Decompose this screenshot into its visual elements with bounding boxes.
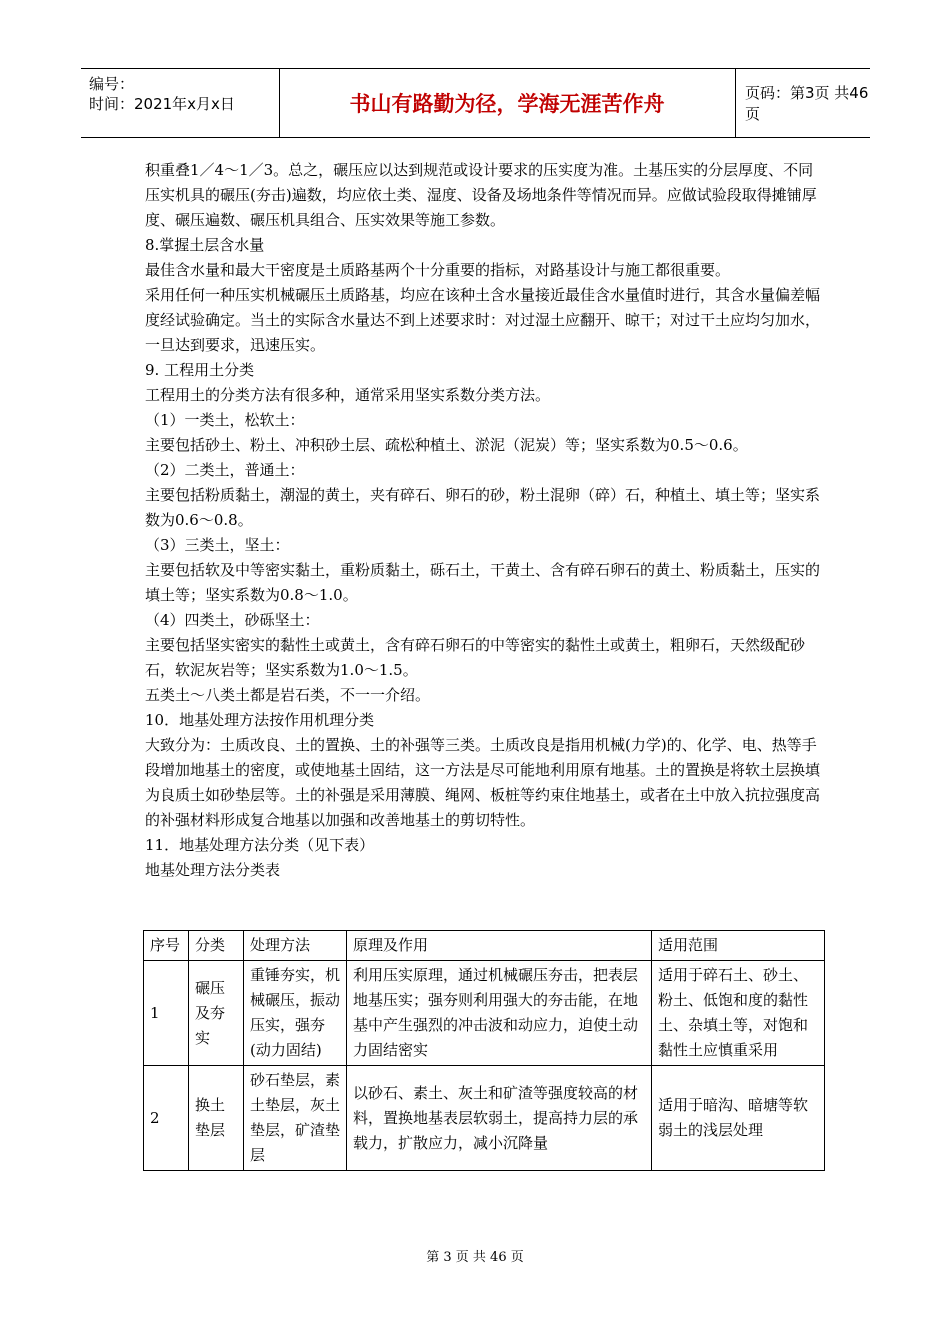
table-caption: 地基处理方法分类表 [145,861,281,879]
paragraph: 采用任何一种压实机械碾压土质路基，均应在该种土含水量接近最佳含水量值时进行，其含水量偏差幅度经试验确定。当土的实际含水量达不到上述要求时：对过湿土应翻开、晾干；对过干土应均匀加水，一旦达到要求，迅速压实。 [145,286,821,354]
list-heading: （1）一类土，松软土： [145,411,305,429]
paragraph: 五类土～八类土都是岩石类，不一一介绍。 [145,686,431,704]
cell-category: 换土垫层 [189,1066,244,1171]
cell-method: 砂石垫层，素土垫层，灰土垫层，矿渣垫层 [244,1066,347,1171]
header-info-cell [81,69,280,137]
section-heading: 10．地基处理方法按作用机理分类 [145,711,375,729]
header-cell-method: 处理方法 [244,931,347,961]
table-row [144,961,825,1066]
cell-principle: 利用压实原理，通过机械碾压夯击，把表层地基压实；强夯则利用强大的夯击能，在地基中产生强烈的冲击波和动应力，迫使土动力固结密实 [347,961,652,1066]
table-header-row [144,931,825,961]
section-heading: 9. 工程用土分类 [145,361,255,379]
paragraph: 主要包括软及中等密实黏土，重粉质黏土，砾石土，干黄土、含有碎石卵石的黄土、粉质黏土，压实的填土等；坚实系数为0.8～1.0。 [145,561,821,604]
header-cell-category: 分类 [189,931,244,961]
cell-scope: 适用于暗沟、暗塘等软弱土的浅层处理 [652,1066,825,1171]
paragraph: 最佳含水量和最大干密度是土质路基两个十分重要的指标，对路基设计与施工都很重要。 [145,261,731,279]
paragraph: 工程用土的分类方法有很多种，通常采用坚实系数分类方法。 [145,386,551,404]
header-page-number: 页码：第3页 共46页 [745,84,869,123]
header-cell-no: 序号 [144,931,189,961]
cell-method: 重锤夯实，机械碾压，振动压实，强夯(动力固结) [244,961,347,1066]
document-date-label: 时间：2021年x月x日 [89,95,235,113]
body-text [145,158,825,883]
cell-scope: 适用于碎石土、砂土、粉土、低饱和度的黏性土、杂填土等，对饱和黏性土应慎重采用 [652,961,825,1066]
list-heading: （3）三类土，坚土： [145,536,290,554]
cell-no: 1 [144,961,189,1066]
document-number-label: 编号： [89,75,135,93]
paragraph: 主要包括坚实密实的黏性土或黄土，含有碎石卵石的中等密实的黏性土或黄土，粗卵石，天然级配砂石，软泥灰岩等；坚实系数为1.0～1.5。 [145,636,806,679]
page-header [81,68,870,138]
section-heading: 11．地基处理方法分类（见下表） [145,836,375,854]
paragraph: 大致分为：土质改良、土的置换、土的补强等三类。土质改良是指用机械(力学)的、化学、电、热等手段增加地基土的密度，或使地基土固结，这一方法是尽可能地利用原有地基。土的置换是将软土层换填为良质土如砂垫层等。土的补强是采用薄膜、绳网、板桩等约束住地基土，或者在土中放入抗拉强度高的补强材料形成复合地基以加强和改善地基土的剪切特性。 [145,736,821,829]
paragraph: 主要包括砂土、粉土、冲积砂土层、疏松种植土、淤泥（泥炭）等；坚实系数为0.5～0.6。 [145,436,748,454]
section-heading: 8.掌握土层含水量 [145,236,265,254]
header-cell-scope: 适用范围 [652,931,825,961]
cell-category: 碾压及夯实 [189,961,244,1066]
table-row [144,1066,825,1171]
ground-treatment-table [143,930,825,1171]
list-heading: （2）二类土，普通土： [145,461,305,479]
cell-principle: 以砂石、素土、灰土和矿渣等强度较高的材料，置换地基表层软弱土，提高持力层的承载力，扩散应力，减小沉降量 [347,1066,652,1171]
list-heading: （4）四类土，砂砾坚土： [145,611,320,629]
cell-no: 2 [144,1066,189,1171]
paragraph: 主要包括粉质黏土，潮湿的黄土，夹有碎石、卵石的砂，粉土混卵（碎）石，种植土、填土等；坚实系数为0.6～0.8。 [145,486,821,529]
header-cell-principle: 原理及作用 [347,931,652,961]
page-footer: 第 3 页 共 46 页 [426,1250,524,1265]
paragraph: 积重叠1／4～1／3。总之，碾压应以达到规范或设计要求的压实度为准。土基压实的分层厚度、不同压实机具的碾压(夯击)遍数，均应依土类、湿度、设备及场地条件等情况而异。应做试验段取得摊铺厚度、碾压遍数、碾压机具组合、压实效果等施工参数。 [145,161,817,229]
header-motto: 书山有路勤为径，学海无涯苦作舟 [279,69,736,137]
